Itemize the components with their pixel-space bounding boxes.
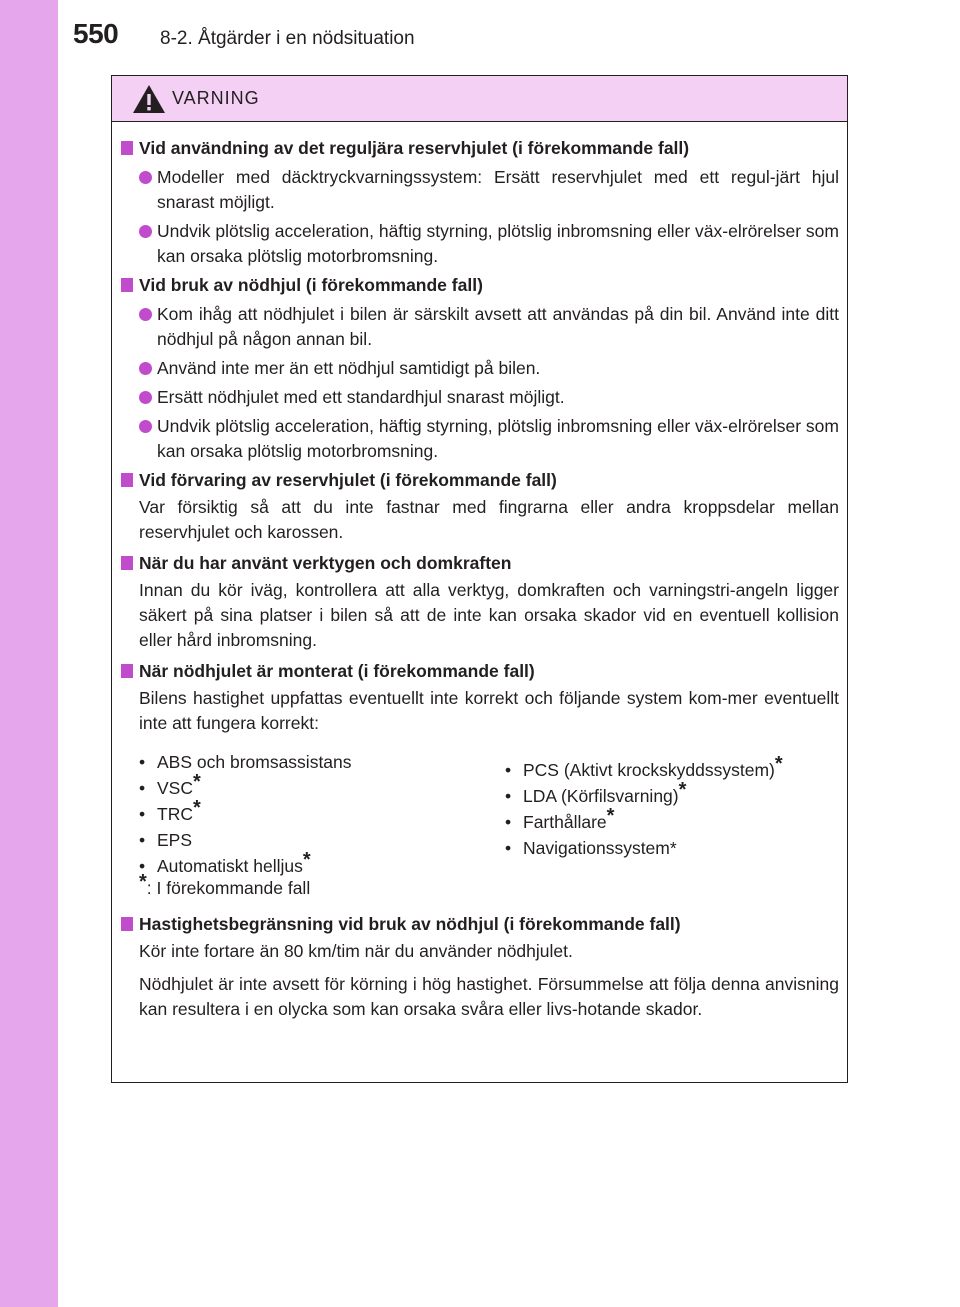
list-item: Undvik plötslig acceleration, häftig styrning, plötslig inbromsning eller väx-elrörelser som kan orsaka plötslig motorbromsning. — [117, 414, 839, 464]
section-heading: Vid förvaring av reservhjulet (i förekommande fall) — [117, 468, 839, 493]
round-bullet-icon — [139, 308, 152, 321]
round-bullet-icon — [139, 362, 152, 375]
square-bullet-icon — [121, 278, 133, 292]
paragraph: Bilens hastighet uppfattas eventuellt inte korrekt och följande system kom-mer eventuellt inte att fungera korrekt: — [139, 688, 839, 733]
list-item: Modeller med däcktryckvarningssystem: Ersätt reservhjulet med ett regul-järt hjul snarast möjligt. — [117, 165, 839, 215]
list-item: • Automatiskt helljus* — [139, 849, 311, 876]
round-bullet-icon — [139, 420, 152, 433]
page-number: 550 — [73, 18, 119, 49]
section-title: 8-2. Åtgärder i en nödsituation — [160, 28, 415, 49]
paragraph: Var försiktig så att du inte fastnar med fingrarna eller andra kroppsdelar mellan reservhjulet och karossen. — [139, 497, 839, 542]
warning-content — [117, 134, 839, 1022]
list-item: Använd inte mer än ett nödhjul samtidigt på bilen. — [117, 356, 839, 381]
round-bullet-icon — [139, 225, 152, 238]
square-bullet-icon — [121, 917, 133, 931]
warning-box — [111, 75, 848, 1083]
section-heading: När nödhjulet är monterat (i förekommande fall) — [117, 659, 839, 684]
square-bullet-icon — [121, 141, 133, 155]
systems-right-column — [505, 753, 783, 862]
square-bullet-icon — [121, 664, 133, 678]
section-heading: Vid användning av det reguljära reservhjulet (i förekommande fall) — [117, 136, 839, 161]
round-bullet-icon — [139, 171, 152, 184]
paragraph: Innan du kör iväg, kontrollera att alla verktyg, domkraften och varningstri-angeln ligger säkert på sina platser i bilen så att de inte kan orsaka skador vid en eventuell kollision eller hård inbromsning. — [139, 580, 839, 650]
list-item: • TRC* — [139, 797, 201, 824]
list-item: • EPS — [139, 830, 193, 850]
systems-left-column — [139, 750, 352, 880]
round-bullet-icon — [139, 391, 152, 404]
list-item: • Farthållare* — [505, 805, 615, 832]
paragraph: Kör inte fortare än 80 km/tim när du använder nödhjulet. — [139, 941, 573, 961]
square-bullet-icon — [121, 473, 133, 487]
list-item: • VSC* — [139, 771, 201, 798]
warning-triangle-icon — [132, 84, 166, 114]
chapter-tab-sidebar — [0, 0, 58, 1307]
section-heading: Vid bruk av nödhjul (i förekommande fall) — [117, 273, 839, 298]
list-item: Kom ihåg att nödhjulet i bilen är särskilt avsett att användas på din bil. Använd inte ditt nödhjul på någon annan bil. — [117, 302, 839, 352]
list-item: • ABS och bromsassistans — [139, 752, 352, 772]
affected-systems-list — [117, 750, 839, 910]
list-item: Ersätt nödhjulet med ett standardhjul snarast möjligt. — [117, 385, 839, 410]
section-heading: Hastighetsbegränsning vid bruk av nödhjul (i förekommande fall) — [117, 912, 839, 937]
list-item: • LDA (Körfilsvarning)* — [505, 779, 687, 806]
list-item: • PCS (Aktivt krockskyddssystem)* — [505, 753, 783, 780]
section-heading: När du har använt verktygen och domkraften — [117, 551, 839, 576]
list-item: Undvik plötslig acceleration, häftig styrning, plötslig inbromsning eller väx-elrörelser som kan orsaka plötslig motorbromsning. — [117, 219, 839, 269]
warning-header — [112, 76, 847, 122]
warning-title: VARNING — [172, 88, 260, 108]
paragraph: Nödhjulet är inte avsett för körning i hög hastighet. Försummelse att följa denna anvisning kan resultera i en olycka som kan orsaka svåra eller livs-hotande skador. — [139, 974, 839, 1019]
square-bullet-icon — [121, 556, 133, 570]
list-item: • Navigationssystem* — [505, 838, 677, 858]
footnote: *: I förekommande fall — [139, 871, 311, 898]
